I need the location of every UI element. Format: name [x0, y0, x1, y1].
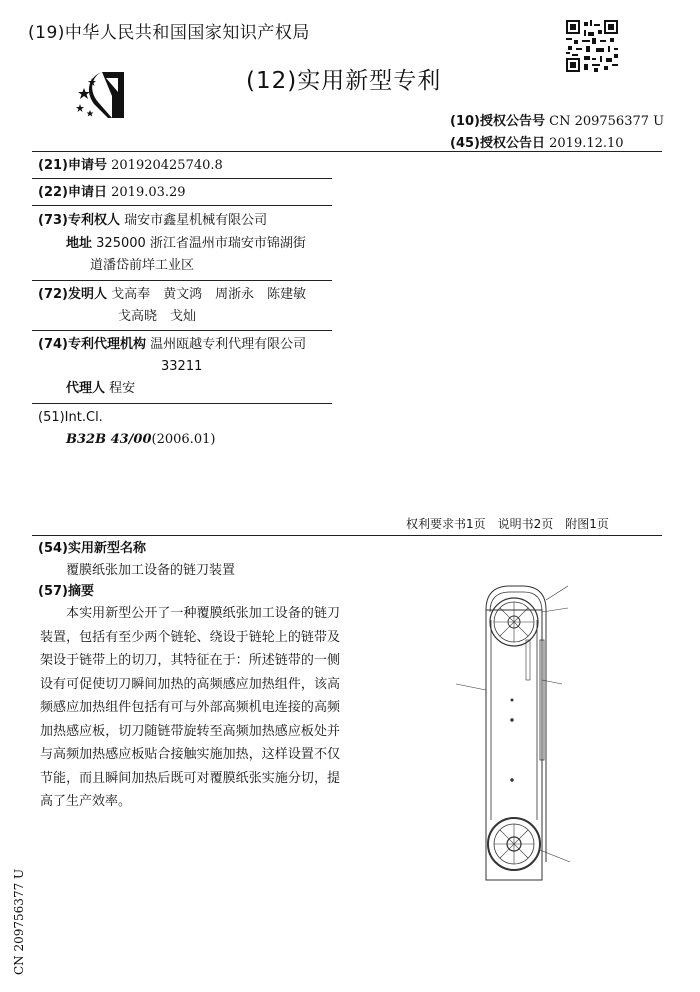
agency: 温州瓯越专利代理有限公司 — [150, 337, 307, 352]
patentee: 瑞安市鑫星机械有限公司 — [124, 213, 268, 228]
issuing-office: (19)中华人民共和国国家知识产权局 — [28, 23, 310, 43]
qr-code-icon — [566, 20, 618, 72]
application-date: 2019.03.29 — [111, 185, 186, 200]
agency-label: (74)专利代理机构 — [38, 337, 146, 352]
ipc-label — [38, 408, 103, 428]
grant-date-row — [450, 132, 624, 151]
title-label — [38, 539, 146, 559]
chain-knife-drawing — [450, 580, 590, 890]
grant-date: 2019.12.10 — [549, 136, 624, 151]
inventors-row — [38, 285, 306, 305]
agent: 程安 — [109, 381, 136, 396]
divider — [32, 205, 332, 206]
divider — [32, 280, 332, 281]
title-label-text: (54)实用新型名称 — [38, 541, 146, 556]
abstract-label-text: (57)摘要 — [38, 584, 94, 599]
ipc-code: B32B 43/00 — [66, 432, 152, 447]
divider — [32, 178, 332, 179]
agent-row — [66, 379, 135, 399]
ipc-label-text: (51)Int.Cl. — [38, 410, 103, 425]
abstract-body: 本实用新型公开了一种覆膜纸张加工设备的链刀装置，包括有至少两个链轮、绕设于链轮上的链带及架设于链带上的切刀，其特征在于：所述链带的一侧设有可促使切刀瞬间加热的高频感应加热组件，该高频感应加热组件包括有可与外部高频机电连接的高频加热感应板，切刀随链带旋转至高频加热感应板处并与高频加热感应板贴合接触实施加热，这样设置不仅节能，而且瞬间加热后既可对覆膜纸张实施分切，提高了生产效率。 — [40, 606, 340, 809]
agency-code: 33211 — [161, 359, 203, 374]
ipc-row — [66, 430, 215, 450]
address-line-2: 道潘岱前垟工业区 — [90, 258, 195, 273]
divider — [32, 403, 332, 404]
grant-date-label: (45)授权公告日 — [450, 136, 545, 151]
application-date-row — [38, 183, 186, 203]
application-number-label: (21)申请号 — [38, 158, 107, 173]
agent-label: 代理人 — [66, 381, 106, 396]
document-type: (12)实用新型专利 — [246, 68, 442, 94]
cnipa-emblem-icon — [72, 66, 136, 126]
header-divider — [32, 151, 662, 152]
inventors-label: (72)发明人 — [38, 287, 107, 302]
inventors-line-2: 戈高晓 戈灿 — [118, 309, 197, 324]
agency-row — [38, 335, 306, 355]
grant-number-row — [450, 110, 664, 129]
application-number: 201920425740.8 — [111, 158, 223, 173]
application-date-label: (22)申请日 — [38, 185, 107, 200]
patentee-row — [38, 211, 267, 231]
abstract-label — [38, 582, 94, 602]
grant-number-label: (10)授权公告号 — [450, 114, 545, 129]
pages-info: 权利要求书1页 说明书2页 附图1页 — [406, 517, 609, 531]
divider — [32, 330, 332, 331]
application-number-row — [38, 156, 223, 176]
address-row — [66, 234, 306, 254]
address-label: 地址 — [66, 236, 93, 251]
utility-model-title: 覆膜纸张加工设备的链刀装置 — [66, 563, 236, 578]
ipc-year: (2006.01) — [151, 432, 216, 447]
grant-number: CN 209756377 U — [549, 114, 665, 129]
abstract-text — [40, 602, 340, 814]
side-publication-number: CN 209756377 U — [12, 868, 26, 975]
patentee-label: (73)专利权人 — [38, 213, 120, 228]
inventors-line-1: 戈高奉 黄文鸿 周浙永 陈建敏 — [111, 287, 307, 302]
address-line-1: 325000 浙江省温州市瑞安市锦湖街 — [96, 236, 306, 251]
section-divider — [32, 535, 662, 536]
